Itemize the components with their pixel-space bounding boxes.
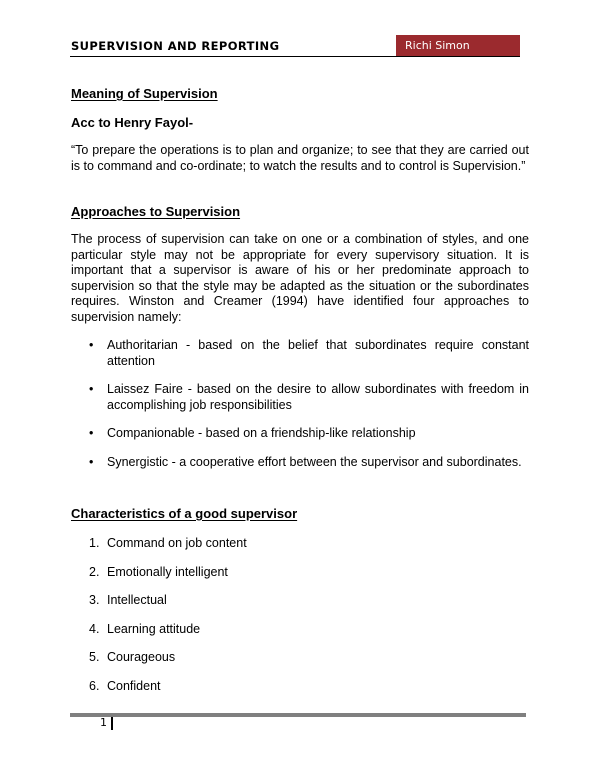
list-item	[71, 622, 529, 638]
list-item	[71, 650, 529, 666]
list-number: 6.	[89, 678, 100, 693]
approaches-list	[71, 338, 529, 470]
list-number: 4.	[89, 621, 100, 636]
list-item	[71, 593, 529, 609]
bullet-icon: •	[89, 338, 94, 352]
list-number: 1.	[89, 536, 100, 550]
list-item-text: Learning attitude	[107, 621, 201, 636]
list-item-text: Courageous	[107, 650, 176, 664]
characteristics-list	[71, 536, 529, 694]
list-item	[71, 338, 529, 369]
header-divider	[70, 56, 520, 57]
list-number: 5.	[89, 650, 100, 664]
list-item	[71, 679, 529, 695]
document-header-title: SUPERVISION AND REPORTING	[71, 39, 280, 53]
bullet-icon: •	[89, 426, 94, 440]
bullet-icon: •	[89, 382, 94, 396]
list-number: 3.	[89, 593, 100, 607]
author-badge: Richi Simon	[396, 35, 520, 57]
list-item	[71, 536, 529, 552]
list-item-text: Synergistic - a cooperative effort between the supervisor and subordinates.	[107, 454, 522, 469]
list-item	[71, 382, 529, 413]
list-item-text: Emotionally intelligent	[107, 564, 228, 579]
list-item	[71, 565, 529, 581]
meaning-heading: Meaning of Supervision	[71, 86, 218, 101]
list-item-text: Companionable - based on a friendship-like relationship	[107, 426, 416, 440]
approaches-paragraph: The process of supervision can take on one or a combination of styles, and one particular style may not be appropriate for every supervisory situation. It is important that a supervisor is aware of his or her predominate approach to supervision so that the style may be adapted as the situation or the subordinates requires. Winston and Creamer (1994) have identified four approaches to supervision namely:	[71, 232, 529, 324]
list-item-text: Laissez Faire - based on the desire to allow subordinates with freedom in accomplishing job responsibilities	[107, 382, 529, 412]
approaches-heading: Approaches to Supervision	[71, 204, 241, 219]
page-number-separator	[111, 717, 113, 730]
footer-divider	[70, 713, 526, 717]
list-item-text: Confident	[107, 678, 161, 693]
list-item-text: Authoritarian - based on the belief that subordinates require constant attention	[107, 338, 529, 368]
list-item	[71, 455, 529, 471]
characteristics-heading: Characteristics of a good supervisor	[71, 506, 298, 521]
fayol-quote: “To prepare the operations is to plan and organize; to see that they are carried out is to command and co-ordinate; to watch the results and to control is Supervision.”	[71, 143, 529, 173]
list-item-text: Command on job content	[107, 536, 247, 550]
bullet-icon: •	[89, 454, 94, 469]
list-item-text: Intellectual	[107, 593, 167, 607]
page-number: 1	[100, 716, 107, 729]
list-item	[71, 426, 529, 442]
list-number: 2.	[89, 564, 100, 579]
fayol-subheading: Acc to Henry Fayol-	[71, 115, 194, 130]
